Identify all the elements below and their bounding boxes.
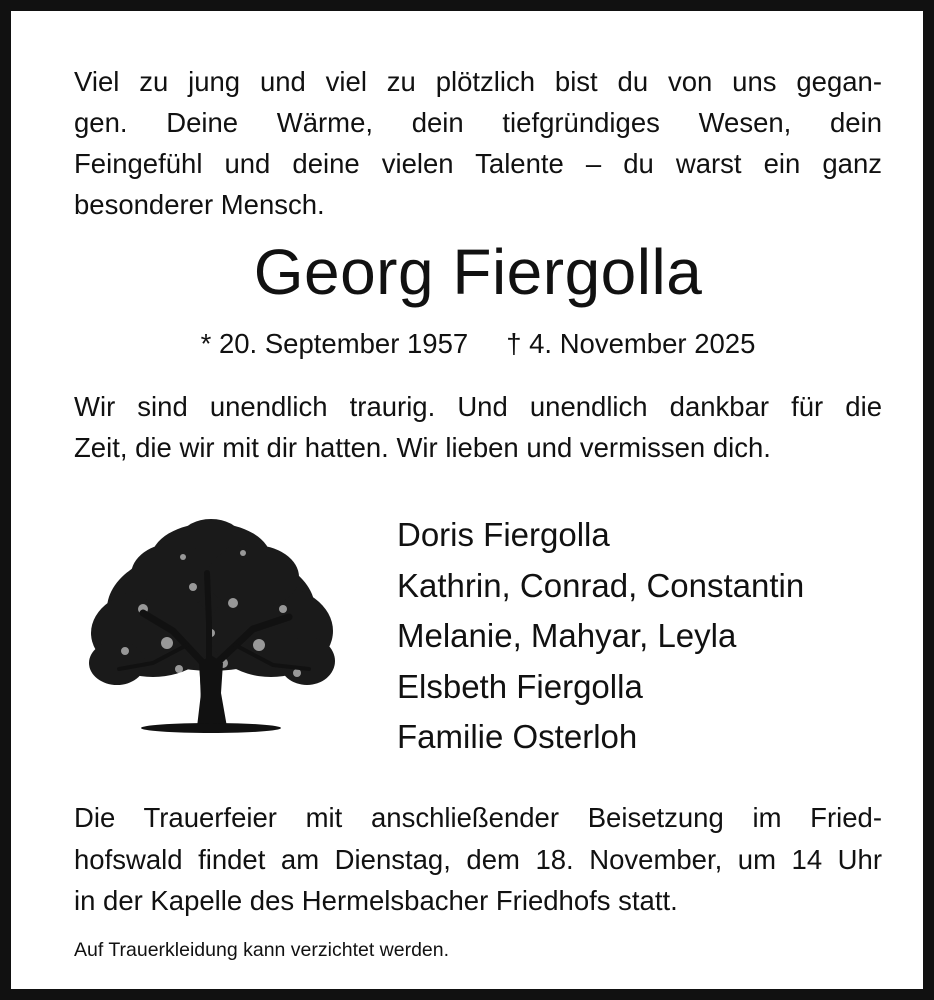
grief-line: Zeit, die wir mit dir hatten. Wir lieben und vermissen dich. xyxy=(74,432,771,463)
intro-line: gen. Deine Wärme, dein tiefgründiges Wesen, dein xyxy=(74,107,882,138)
family-member: Doris Fiergolla xyxy=(397,516,610,553)
family-member: Elsbeth Fiergolla xyxy=(397,667,643,705)
grief-line: Wir sind unendlich traurig. Und unendlich dankbar für die xyxy=(74,391,882,422)
service-line: Die Trauerfeier mit anschließender Beisetzung im Fried- xyxy=(74,802,882,833)
family-member: Melanie, Mahyar, Leyla xyxy=(397,617,737,654)
grief-text xyxy=(74,386,882,468)
intro-line: besonderer Mensch. xyxy=(74,189,325,220)
service-text xyxy=(74,797,882,922)
life-dates xyxy=(11,324,934,364)
intro-text xyxy=(74,61,882,225)
intro-line: Feingefühl und deine vielen Talente – du warst ein ganz xyxy=(74,148,882,179)
service-line: hofswald findet am Dienstag, dem 18. November, um 14 Uhr xyxy=(74,843,882,875)
service-line: in der Kapelle des Hermelsbacher Friedhofs statt. xyxy=(74,885,678,916)
dress-note: Auf Trauerkleidung kann verzichtet werden. xyxy=(74,939,450,961)
deceased-name: Georg Fiergolla xyxy=(253,236,703,308)
family-list xyxy=(397,510,804,763)
intro-line: Viel zu jung und viel zu plötzlich bist du von uns gegan- xyxy=(74,66,882,97)
death-date: † 4. November 2025 xyxy=(506,328,756,359)
tree-icon xyxy=(83,513,339,735)
family-member: Familie Osterloh xyxy=(397,718,638,755)
family-member: Kathrin, Conrad, Constantin xyxy=(397,566,805,604)
birth-date: * 20. September 1957 xyxy=(200,328,469,359)
